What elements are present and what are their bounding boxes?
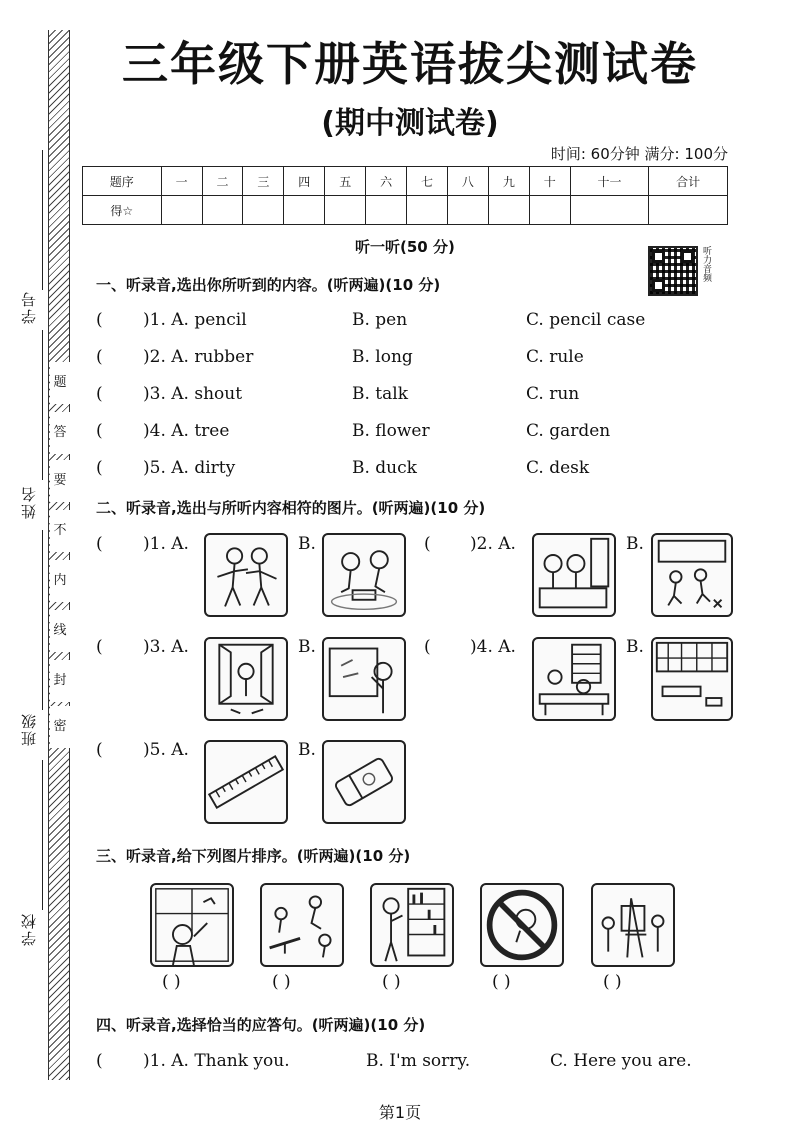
score-row-label: 得☆ (83, 196, 162, 225)
s2-q1-picture-b[interactable] (322, 533, 406, 617)
seal-char: 要 (50, 460, 70, 502)
answer-blank[interactable]: ( (96, 458, 103, 478)
s4-q1-option-b: B. I'm sorry. (366, 1051, 471, 1071)
s3-picture-1[interactable] (150, 883, 234, 967)
score-blank[interactable] (243, 196, 284, 225)
class-write-line (42, 530, 43, 710)
seal-char: 线 (50, 610, 70, 652)
s1-q5-option-c: C. desk (526, 458, 590, 478)
score-blank[interactable] (366, 196, 407, 225)
score-cell: 合计 (649, 167, 728, 196)
score-blank[interactable] (570, 196, 649, 225)
s1-q1-option-a: )1. A. pencil (143, 310, 247, 330)
s2-q1-picture-a[interactable] (204, 533, 288, 617)
qr-code-icon[interactable] (648, 246, 698, 296)
binding-hatch (48, 30, 70, 1080)
page-number: 第1页 (378, 1103, 422, 1122)
seal-char: 内 (50, 560, 70, 602)
page-title: 三年级下册英语拔尖测试卷 (122, 37, 698, 91)
s1-q4-option-b: B. flower (352, 421, 430, 441)
binding-margin (0, 0, 78, 1130)
seal-char: 不 (50, 510, 70, 552)
section2-heading: 二、听录音,选出与所听内容相符的图片。(听两遍)(10 分) (96, 499, 486, 517)
s1-q2-option-a: )2. A. rubber (143, 347, 254, 367)
s2-q2-picture-b[interactable] (651, 533, 733, 617)
s2-q3-label: )3. A. (143, 637, 189, 657)
score-blank[interactable] (649, 196, 728, 225)
score-cell: 九 (488, 167, 529, 196)
s3-picture-5[interactable] (591, 883, 675, 967)
s3-picture-3[interactable] (370, 883, 454, 967)
s3-picture-2[interactable] (260, 883, 344, 967)
student-id-label: 学号 (20, 290, 38, 324)
score-cell: 十 (529, 167, 570, 196)
score-cell: 二 (202, 167, 243, 196)
score-cell: 三 (243, 167, 284, 196)
school-write-line (42, 760, 43, 910)
s1-q3-option-c: C. run (526, 384, 580, 404)
answer-blank[interactable]: ( (424, 637, 431, 657)
s2-q5-picture-a[interactable] (204, 740, 288, 824)
s2-q5-label: )5. A. (143, 740, 189, 760)
s1-q4-option-c: C. garden (526, 421, 611, 441)
answer-blank[interactable]: ( (96, 740, 103, 760)
score-blank[interactable] (529, 196, 570, 225)
score-cell: 七 (407, 167, 448, 196)
score-cell: 四 (284, 167, 325, 196)
score-cell: 六 (366, 167, 407, 196)
s3-order-blank-1[interactable]: ( ) (162, 972, 181, 992)
answer-blank[interactable]: ( (96, 347, 103, 367)
s1-q1-option-c: C. pencil case (526, 310, 646, 330)
s2-q2-label: )2. A. (470, 534, 516, 554)
s2-q3-picture-b[interactable] (322, 637, 406, 721)
s1-q5-option-a: )5. A. dirty (143, 458, 236, 478)
name-label: 姓名 (20, 485, 38, 519)
score-table-header-row (83, 167, 728, 196)
id-write-line (42, 150, 43, 290)
s1-q3-option-b: B. talk (352, 384, 409, 404)
answer-blank[interactable]: ( (96, 421, 103, 441)
score-blank[interactable] (202, 196, 243, 225)
score-blank[interactable] (325, 196, 366, 225)
score-blank[interactable] (488, 196, 529, 225)
qr-caption: 听力音频 (701, 246, 711, 282)
s2-q4-picture-a[interactable] (532, 637, 616, 721)
score-cell: 五 (325, 167, 366, 196)
score-table-score-row (83, 196, 728, 225)
class-label: 班级 (20, 712, 38, 746)
name-write-line (42, 330, 43, 480)
answer-blank[interactable]: ( (96, 637, 103, 657)
s2-q1-label: )1. A. (143, 534, 189, 554)
s2-q2-picture-a[interactable] (532, 533, 616, 617)
s2-q3-picture-a[interactable] (204, 637, 288, 721)
answer-blank[interactable]: ( (96, 310, 103, 330)
s2-q4-picture-b[interactable] (651, 637, 733, 721)
time-info: 时间: 60分钟 满分: 100分 (550, 145, 728, 163)
s2-q3-b-label: B. (298, 637, 316, 657)
score-blank[interactable] (407, 196, 448, 225)
seal-char: 密 (50, 706, 70, 748)
s1-q4-option-a: )4. A. tree (143, 421, 230, 441)
score-cell: 题序 (83, 167, 162, 196)
s2-q5-b-label: B. (298, 740, 316, 760)
answer-blank[interactable]: ( (96, 534, 103, 554)
section4-heading: 四、听录音,选择恰当的应答句。(听两遍)(10 分) (96, 1016, 426, 1034)
s1-q2-option-c: C. rule (526, 347, 584, 367)
listening-heading: 听一听(50 分) (355, 238, 455, 256)
section3-heading: 三、听录音,给下列图片排序。(听两遍)(10 分) (96, 847, 411, 865)
score-blank[interactable] (447, 196, 488, 225)
s1-q5-option-b: B. duck (352, 458, 417, 478)
s1-q3-option-a: )3. A. shout (143, 384, 243, 404)
score-blank[interactable] (284, 196, 325, 225)
s2-q1-b-label: B. (298, 534, 316, 554)
score-cell: 八 (447, 167, 488, 196)
s2-q5-picture-b[interactable] (322, 740, 406, 824)
s1-q1-option-b: B. pen (352, 310, 408, 330)
answer-blank[interactable]: ( (96, 384, 103, 404)
seal-char: 答 (50, 412, 70, 454)
section1-heading: 一、听录音,选出你所听到的内容。(听两遍)(10 分) (96, 276, 441, 294)
answer-blank[interactable]: ( (424, 534, 431, 554)
s1-q2-option-b: B. long (352, 347, 413, 367)
score-cell: 一 (161, 167, 202, 196)
score-table (82, 166, 728, 225)
s3-picture-4[interactable] (480, 883, 564, 967)
score-blank[interactable] (161, 196, 202, 225)
s3-order-blank-2[interactable]: ( ) (272, 972, 291, 992)
s2-q4-label: )4. A. (470, 637, 516, 657)
s3-order-blank-3[interactable]: ( ) (382, 972, 401, 992)
s2-q4-b-label: B. (626, 637, 644, 657)
school-label: 学校 (20, 912, 38, 946)
s2-q2-b-label: B. (626, 534, 644, 554)
seal-char: 封 (50, 660, 70, 702)
s3-order-blank-5[interactable]: ( ) (603, 972, 622, 992)
seal-char: 题 (50, 362, 70, 404)
page-subtitle: (期中测试卷) (321, 106, 499, 141)
s4-q1-option-c: C. Here you are. (550, 1051, 692, 1071)
s3-order-blank-4[interactable]: ( ) (492, 972, 511, 992)
answer-blank[interactable]: ( (96, 1051, 103, 1071)
s4-q1-option-a: )1. A. Thank you. (143, 1051, 290, 1071)
score-cell: 十一 (570, 167, 649, 196)
